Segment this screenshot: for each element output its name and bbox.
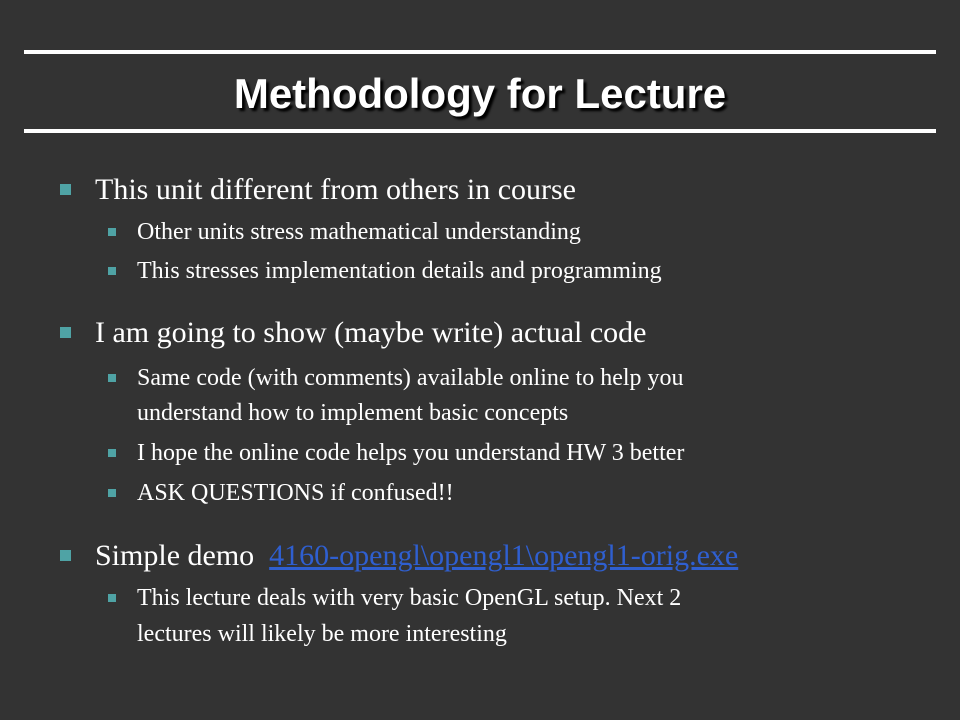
bullet-3-label: Simple demo — [95, 539, 255, 572]
sub-bullet-text-line-2: understand how to implement basic concepts — [137, 400, 569, 426]
bullet-3-text — [95, 538, 738, 574]
sub-bullet-text: Other units stress mathematical understanding — [137, 219, 581, 245]
square-bullet-icon — [108, 374, 116, 382]
square-bullet-icon — [108, 267, 116, 275]
bullet-1-text: This unit different from others in course — [95, 173, 576, 206]
sub-bullet-text-line-2: lectures will likely be more interesting — [137, 621, 507, 647]
square-bullet-icon — [60, 184, 71, 195]
square-bullet-icon — [108, 449, 116, 457]
square-bullet-icon — [60, 327, 71, 338]
sub-bullet-text: ASK QUESTIONS if confused!! — [137, 480, 454, 506]
sub-bullet-text: I hope the online code helps you understand HW 3 better — [137, 440, 685, 466]
square-bullet-icon — [60, 550, 71, 561]
bullet-2-text: I am going to show (maybe write) actual code — [95, 316, 647, 349]
square-bullet-icon — [108, 594, 116, 602]
sub-bullet-text-line-1: This lecture deals with very basic OpenGL setup. Next 2 — [137, 585, 682, 611]
sub-bullet-text: This stresses implementation details and programming — [137, 258, 662, 284]
sub-bullet-text-line-1: Same code (with comments) available online to help you — [137, 365, 684, 391]
square-bullet-icon — [108, 228, 116, 236]
demo-link[interactable]: 4160-opengl\opengl1\opengl1-orig.exe — [269, 539, 739, 572]
slide-title: Methodology for Lecture — [233, 70, 727, 117]
square-bullet-icon — [108, 489, 116, 497]
